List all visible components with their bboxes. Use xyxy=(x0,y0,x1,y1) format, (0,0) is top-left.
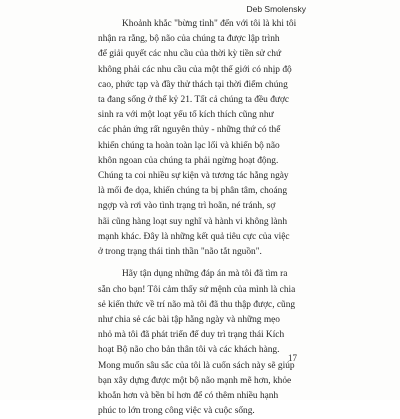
text-line: ở trong trạng thái tinh thần "não tắt nguồn". xyxy=(98,247,262,258)
text-line: hãi cũng hàng loạt suy nghĩ và hành vi không lành xyxy=(98,216,288,227)
text-line: là mối đe dọa, khiến chúng ta bị phân tâm, choáng xyxy=(98,186,288,197)
text-line: Mong muốn sâu sắc của tôi là cuốn sách này sẽ giúp xyxy=(98,360,295,371)
text-line: Khoảnh khắc "bừng tỉnh" đến với tôi là khi tôi xyxy=(122,19,297,29)
text-line: ta đang sống ở thế kỷ 21. Tất cả chúng ta đều được xyxy=(98,95,290,106)
paragraph-2 xyxy=(98,267,304,419)
text-line: để giải quyết các nhu cầu của thời kỳ tiền sử chứ xyxy=(98,49,282,60)
paragraph-spacer xyxy=(98,260,304,267)
text-line: sẻ kiến thức về trí não mà tôi đã thu thập được, cũng xyxy=(98,299,296,310)
text-line: sẵn cho bạn! Tôi cảm thấy sứ mệnh của mình là chia xyxy=(98,284,296,295)
text-line: mạnh khác. Đây là những kết quả tiêu cực của việc xyxy=(98,231,290,242)
text-line: khôn ngoan của chúng ta phải ngừng hoạt động. xyxy=(98,155,279,166)
text-line: khiến chúng ta hoàn toàn lạc lối và khiến bộ não xyxy=(98,140,280,151)
text-line: ngợp và rơi vào tình trạng trì hoãn, né tránh, sợ xyxy=(98,201,276,212)
text-line: phúc to lớn trong công việc và cuộc sống. xyxy=(98,406,255,417)
text-line: các phản ứng rất nguyên thủy - những thứ có thể xyxy=(98,125,281,136)
text-line: sinh ra với một loạt yếu tố kích thích cũng như xyxy=(98,110,274,121)
running-header-author: Deb Smolensky xyxy=(246,4,306,14)
page-number: 17 xyxy=(288,353,297,363)
text-line: nhỏ mà tôi đã phát triển để duy trì trạng thái Kích xyxy=(98,330,285,341)
text-line: Chúng ta coi nhiều sự kiện và tương tác hằng ngày xyxy=(98,171,289,182)
text-line: nhận ra rằng, bộ não của chúng ta được lập trình xyxy=(98,34,280,45)
body-text xyxy=(98,17,304,419)
text-line: hoạt Bộ não cho bản thân tôi và các khách hàng. xyxy=(98,345,280,356)
text-line: khoắn hơn và bền bỉ hơn để có thêm nhiều hạnh xyxy=(98,391,279,402)
text-line: bạn xây dựng được một bộ não mạnh mẽ hơn, khỏe xyxy=(98,375,292,386)
paragraph-1 xyxy=(98,17,304,260)
text-line: cao, phức tạp và đầy thử thách tại thời điểm chúng xyxy=(98,79,288,90)
text-line: không phải các nhu cầu của một thế giới có nhịp độ xyxy=(98,64,292,75)
text-line: Hãy tận dụng những đáp án mà tôi đã tìm ra xyxy=(122,269,288,280)
text-line: như chia sẻ các bài tập hằng ngày và những mẹo xyxy=(98,315,280,326)
